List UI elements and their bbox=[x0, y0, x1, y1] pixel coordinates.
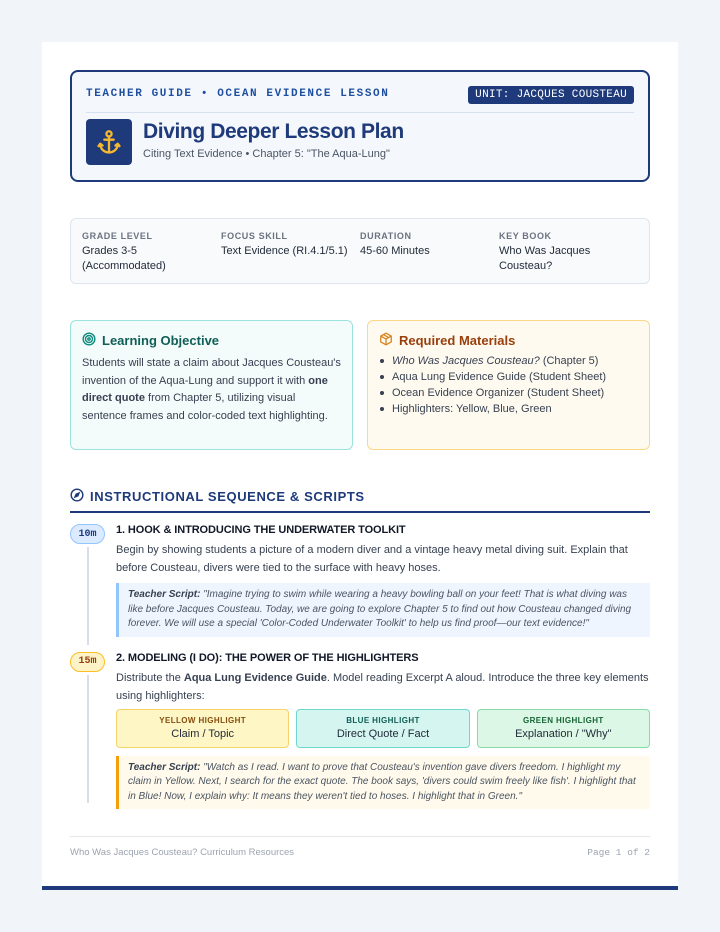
unit-badge: UNIT: JACQUES COUSTEAU bbox=[468, 86, 634, 104]
step-hook bbox=[70, 523, 650, 651]
time-badge: 15m bbox=[70, 652, 105, 672]
list-item: Aqua Lung Evidence Guide (Student Sheet) bbox=[379, 369, 638, 385]
script-label: Teacher Script: bbox=[128, 761, 201, 773]
footer-resource-name: Who Was Jacques Cousteau? Curriculum Resources bbox=[70, 847, 295, 858]
anchor-icon bbox=[86, 119, 132, 165]
time-badge: 10m bbox=[70, 524, 105, 544]
info-value: 45-60 Minutes bbox=[360, 245, 430, 257]
section-heading-text: INSTRUCTIONAL SEQUENCE & SCRIPTS bbox=[90, 489, 365, 504]
materials-heading bbox=[379, 332, 638, 349]
step-title: 1. HOOK & INTRODUCING THE UNDERWATER TOOLKIT bbox=[116, 524, 406, 536]
info-label: FOCUS SKILL bbox=[221, 231, 288, 241]
info-label: KEY BOOK bbox=[499, 231, 552, 241]
page-title: Diving Deeper Lesson Plan bbox=[143, 120, 404, 143]
page-footer bbox=[70, 836, 650, 858]
page-number: Page 1 of 2 bbox=[587, 847, 650, 858]
info-label: DURATION bbox=[360, 231, 412, 241]
step-desc-part: Distribute the bbox=[116, 671, 184, 684]
info-value: Text Evidence (RI.4.1/5.1) bbox=[221, 245, 348, 257]
script-label: Teacher Script: bbox=[128, 589, 201, 600]
lesson-plan-page bbox=[42, 42, 678, 890]
instructional-sequence-heading bbox=[70, 488, 650, 513]
highlight-meaning: Direct Quote / Fact bbox=[336, 727, 430, 740]
box-icon bbox=[379, 332, 393, 349]
script-text: "Imagine trying to swim while wearing a heavy bowling ball on your feet! That is what diving was like before Jacques Cousteau. Today, we are going to explore Chapter 5 to find out how Cousteau changed diving forever. We will use a special 'Color-Coded Underwater Toolkit' to help us find proof—our text evidence!" bbox=[128, 589, 632, 629]
objective-heading-text: Learning Objective bbox=[102, 333, 220, 348]
step-modeling bbox=[70, 651, 650, 810]
learning-objective-card bbox=[70, 320, 353, 450]
teacher-script bbox=[116, 583, 650, 637]
step-title: 2. MODELING (I DO): THE POWER OF THE HIGHLIGHTERS bbox=[116, 651, 419, 664]
info-value: Grades 3-5 (Accommodated) bbox=[82, 245, 166, 272]
list-item: Highlighters: Yellow, Blue, Green bbox=[379, 401, 638, 417]
objective-text-part: from Chapter 5, utilizing visual sentence frames and color-coded text highlighting. bbox=[82, 392, 328, 422]
script-text: "Watch as I read. I want to prove that Cousteau's invention gave divers freedom. I highlight my claim in Yellow. Next, I search for the exact quote. The book says, 'divers could swim freely like fish'. I highlight that in Blue! Now, I explain why: It means they weren't tied to hoses. I highlight that in Green." bbox=[128, 761, 636, 802]
highlight-blue bbox=[296, 709, 469, 748]
info-grade-level bbox=[82, 231, 221, 283]
materials-list bbox=[379, 353, 638, 417]
step-description: Begin by showing students a picture of a modern diver and a vintage heavy metal diving suit. Explain that before Cousteau, divers were tied to the surface with heavy hoses. bbox=[116, 544, 628, 574]
list-item bbox=[379, 353, 638, 369]
objective-heading bbox=[82, 332, 341, 349]
required-materials-card bbox=[367, 320, 650, 450]
step-desc-part: . Model reading Excerpt A aloud. Introduce the three key elements using highlighters: bbox=[116, 671, 649, 702]
highlight-meaning: Explanation / "Why" bbox=[515, 727, 612, 740]
list-item: Ocean Evidence Organizer (Student Sheet) bbox=[379, 385, 638, 401]
book-title: Who Was Jacques Cousteau? bbox=[392, 355, 540, 367]
highlight-green bbox=[477, 709, 650, 748]
materials-heading-text: Required Materials bbox=[399, 333, 516, 348]
info-value: Who Was Jacques Cousteau? bbox=[499, 245, 591, 272]
page-subtitle: Citing Text Evidence • Chapter 5: "The Aqua-Lung" bbox=[143, 148, 390, 160]
teacher-script bbox=[116, 756, 650, 810]
list-item-text: (Chapter 5) bbox=[539, 355, 599, 367]
info-duration bbox=[360, 231, 499, 283]
header-kicker: TEACHER GUIDE • OCEAN EVIDENCE LESSON bbox=[86, 88, 390, 100]
info-key-book bbox=[499, 231, 638, 283]
objective-text-part: Students will state a claim about Jacques Cousteau's invention of the Aqua-Lung and support it with bbox=[82, 357, 341, 387]
highlight-legend bbox=[116, 709, 650, 748]
highlight-title: YELLOW HIGHLIGHT bbox=[159, 715, 247, 725]
overview-cards bbox=[70, 320, 650, 450]
instruction-steps bbox=[70, 523, 650, 809]
step-desc-bold: Aqua Lung Evidence Guide bbox=[183, 671, 327, 684]
objective-text-bold: one direct quote bbox=[82, 374, 328, 404]
compass-icon bbox=[70, 488, 84, 505]
header-divider bbox=[86, 112, 634, 113]
highlight-title: BLUE HIGHLIGHT bbox=[346, 715, 420, 725]
highlight-title: GREEN HIGHLIGHT bbox=[522, 715, 604, 725]
info-focus-skill bbox=[221, 231, 360, 283]
timeline-rail bbox=[87, 547, 89, 645]
highlight-meaning: Claim / Topic bbox=[171, 727, 235, 740]
objective-text bbox=[82, 355, 341, 425]
target-icon bbox=[82, 332, 96, 349]
step-description bbox=[116, 669, 650, 705]
timeline-rail bbox=[87, 675, 89, 803]
highlight-yellow bbox=[116, 709, 289, 748]
info-label: GRADE LEVEL bbox=[82, 231, 153, 241]
page-content bbox=[70, 70, 650, 809]
lesson-header bbox=[70, 70, 650, 182]
lesson-info-bar bbox=[70, 218, 650, 284]
